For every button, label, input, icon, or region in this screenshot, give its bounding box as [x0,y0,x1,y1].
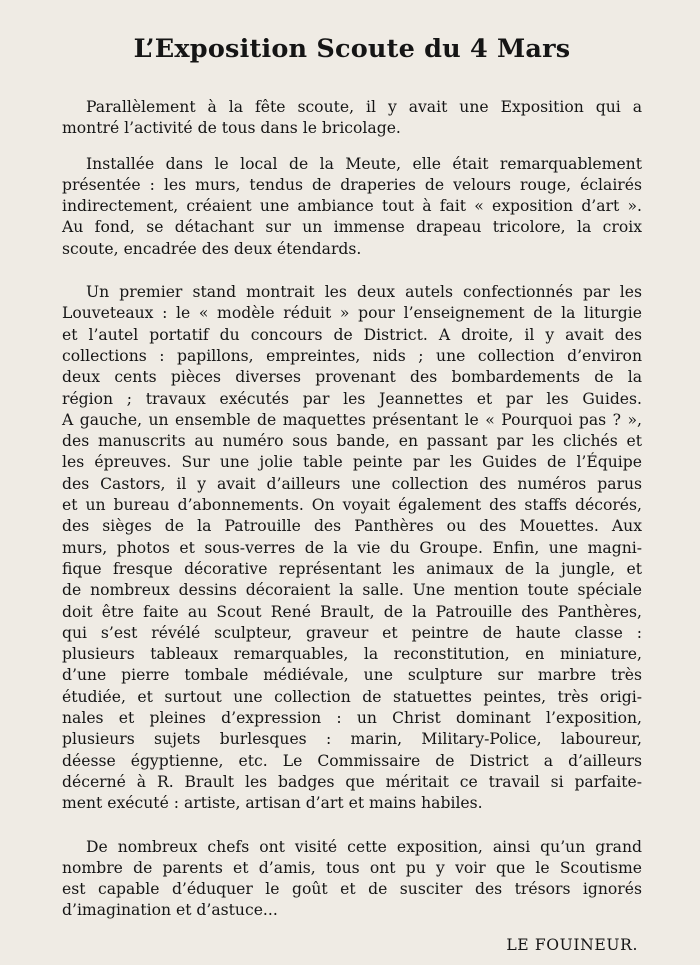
text-line: étudiée, et surtout une collection de statuettes peintes, très origi- [62,687,642,706]
paragraph-3 [62,282,642,814]
text-line: collections : papillons, empreintes, nids ; une collection d’environ [62,346,642,365]
text-line: Un premier stand montrait les deux autels confectionnés par les [86,283,642,302]
author-signature: LE FOUINEUR. [506,935,638,954]
text-line: des manuscrits au numéro sous bande, en passant par les clichés et [62,432,642,451]
text-line: plusieurs tableaux remarquables, la reconstitution, en miniature, [62,645,642,664]
text-line: doit être faite au Scout René Brault, de la Patrouille des Panthères, [62,602,642,621]
text-line: Louveteaux : le « modèle réduit » pour l’enseignement de la liturgie [62,304,642,323]
text-line: qui s’est révélé sculpteur, graveur et peintre de haute classe : [62,623,642,642]
text-line: de nombreux dessins décoraient la salle. Une mention toute spéciale [62,581,642,600]
text-line: Installée dans le local de la Meute, elle était remarquablement [86,154,642,173]
text-line: Parallèlement à la fête scoute, il y avait une Exposition qui a [86,98,642,116]
text-line: A gauche, un ensemble de maquettes présentant le « Pourquoi pas ? », [62,410,642,429]
text-line: indirectement, créaient une ambiance tout à fait « exposition d’art ». [62,197,642,216]
text-line: déesse égyptienne, etc. Le Commissaire de District a d’ailleurs [62,751,642,770]
text-line: plusieurs sujets burlesques : marin, Military-Police, laboureur, [62,730,642,749]
text-line: fique fresque décorative représentant les animaux de la jungle, et [62,559,642,578]
text-line: est capable d’éduquer le goût et de susciter des trésors ignorés [62,880,642,899]
text-line: et un bureau d’abonnements. On voyait également des staffs décorés, [62,496,642,515]
text-line: des sièges de la Patrouille des Panthères ou des Mouettes. Aux [62,517,642,536]
text-line: les épreuves. Sur une jolie table peinte par les Guides de l’Équipe [62,453,642,472]
text-line: décerné à R. Brault les badges que méritait ce travail si parfaite- [62,772,642,791]
text-line: nombre de parents et d’amis, tous ont pu y voir que le Scoutisme [62,858,642,877]
text-line: deux cents pièces diverses provenant des bombardements de la [62,368,642,387]
paragraph-4 [62,837,642,922]
text-line: nales et pleines d’expression : un Christ dominant l’exposition, [62,709,642,728]
text-line: présentée : les murs, tendus de draperies de velours rouge, éclairés [62,175,642,194]
text-line: montré l’activité de tous dans le bricolage. [62,119,401,138]
text-line: Au fond, se détachant sur un immense drapeau tricolore, la croix [62,218,642,237]
text-line: ment exécuté : artiste, artisan d’art et mains habiles. [62,794,483,813]
text-line: De nombreux chefs ont visité cette exposition, ainsi qu’un grand [86,837,642,856]
text-line: des Castors, il y avait d’ailleurs une collection des numéros parus [62,474,642,493]
article-title: L’Exposition Scoute du 4 Mars [133,34,571,64]
text-line: scoute, encadrée des deux étendards. [62,239,362,258]
paragraph-1 [62,97,642,140]
text-line: et l’autel portatif du concours de District. A droite, il y avait des [62,325,642,344]
text-line: murs, photos et sous-verres de la vie du Groupe. Enfin, une magni- [62,538,642,557]
text-line: d’une pierre tombale médiévale, une sculpture sur marbre très [62,666,642,685]
text-line: région ; travaux exécutés par les Jeannettes et par les Guides. [62,389,642,408]
text-line: d’imagination et d’astuce... [62,901,278,920]
paragraph-2 [62,154,642,260]
